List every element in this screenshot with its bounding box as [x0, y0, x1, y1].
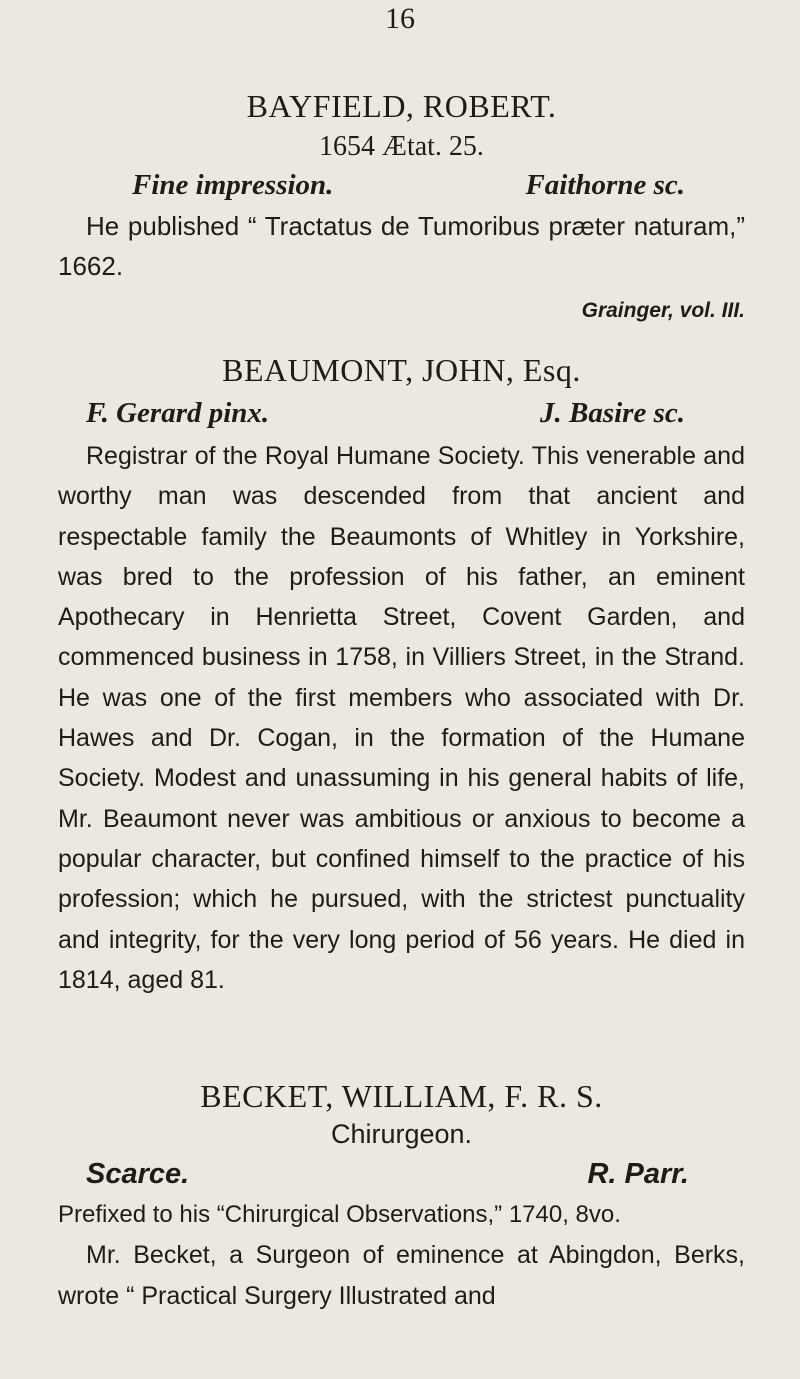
engraver-credit: J. Basire sc. — [540, 397, 685, 429]
entry-bayfield — [58, 88, 745, 323]
entry-date: 1654 Ætat. 25. — [319, 131, 484, 162]
reference: Grainger, vol. III. — [581, 298, 745, 322]
entry-title: Chirurgeon. — [330, 1119, 473, 1149]
entry-text: Mr. Becket, a Surgeon of eminence at Abingdon, Berks, wrote “ Practical Surgery Illustrated and — [58, 1241, 745, 1310]
rarity-note: Scarce. — [86, 1158, 190, 1190]
entry-becket — [58, 1078, 745, 1316]
engraving-credits — [86, 397, 685, 430]
engraver-credit: R. Parr. — [587, 1158, 689, 1190]
entry-text: He published “ Tractatus de Tumoribus præter naturam,” 1662. — [58, 211, 745, 282]
entry-name: BECKET, WILLIAM, F. R. S. — [200, 1078, 603, 1114]
engraving-credits — [86, 1158, 689, 1191]
entry-name: BAYFIELD, ROBERT. — [246, 88, 557, 124]
page-number: 16 — [385, 2, 415, 35]
impression-note: Fine impression. — [132, 169, 334, 201]
engraver-credit: Faithorne sc. — [525, 169, 685, 201]
painter-credit: F. Gerard pinx. — [86, 397, 270, 429]
entry-text: Registrar of the Royal Humane Society. This venerable and worthy man was descended from that ancient and respectable family the Beaumonts of Whitley in Yorkshire, was bred to the profession of his father, an eminent Apothecary in Henrietta Street, Covent Garden, and commenced business in 1758, in Villiers Street, in the Strand. He was one of the first members who associated with Dr. Hawes and Dr. Cogan, in the formation of the Humane Society. Modest and unassuming in his general habits of life, Mr. Beaumont never was ambitious or anxious to become a popular character, but confined himself to the practice of his profession; which he pursued, with the strictest punctuality and integrity, for the very long period of 56 years. He died in 1814, aged 81. — [58, 442, 745, 994]
entry-prefix: Prefixed to his “Chirurgical Observations,” 1740, 8vo. — [58, 1201, 621, 1228]
entry-name: BEAUMONT, JOHN, Esq. — [222, 352, 581, 388]
engraving-credits — [132, 169, 685, 202]
entry-beaumont — [58, 352, 745, 1000]
